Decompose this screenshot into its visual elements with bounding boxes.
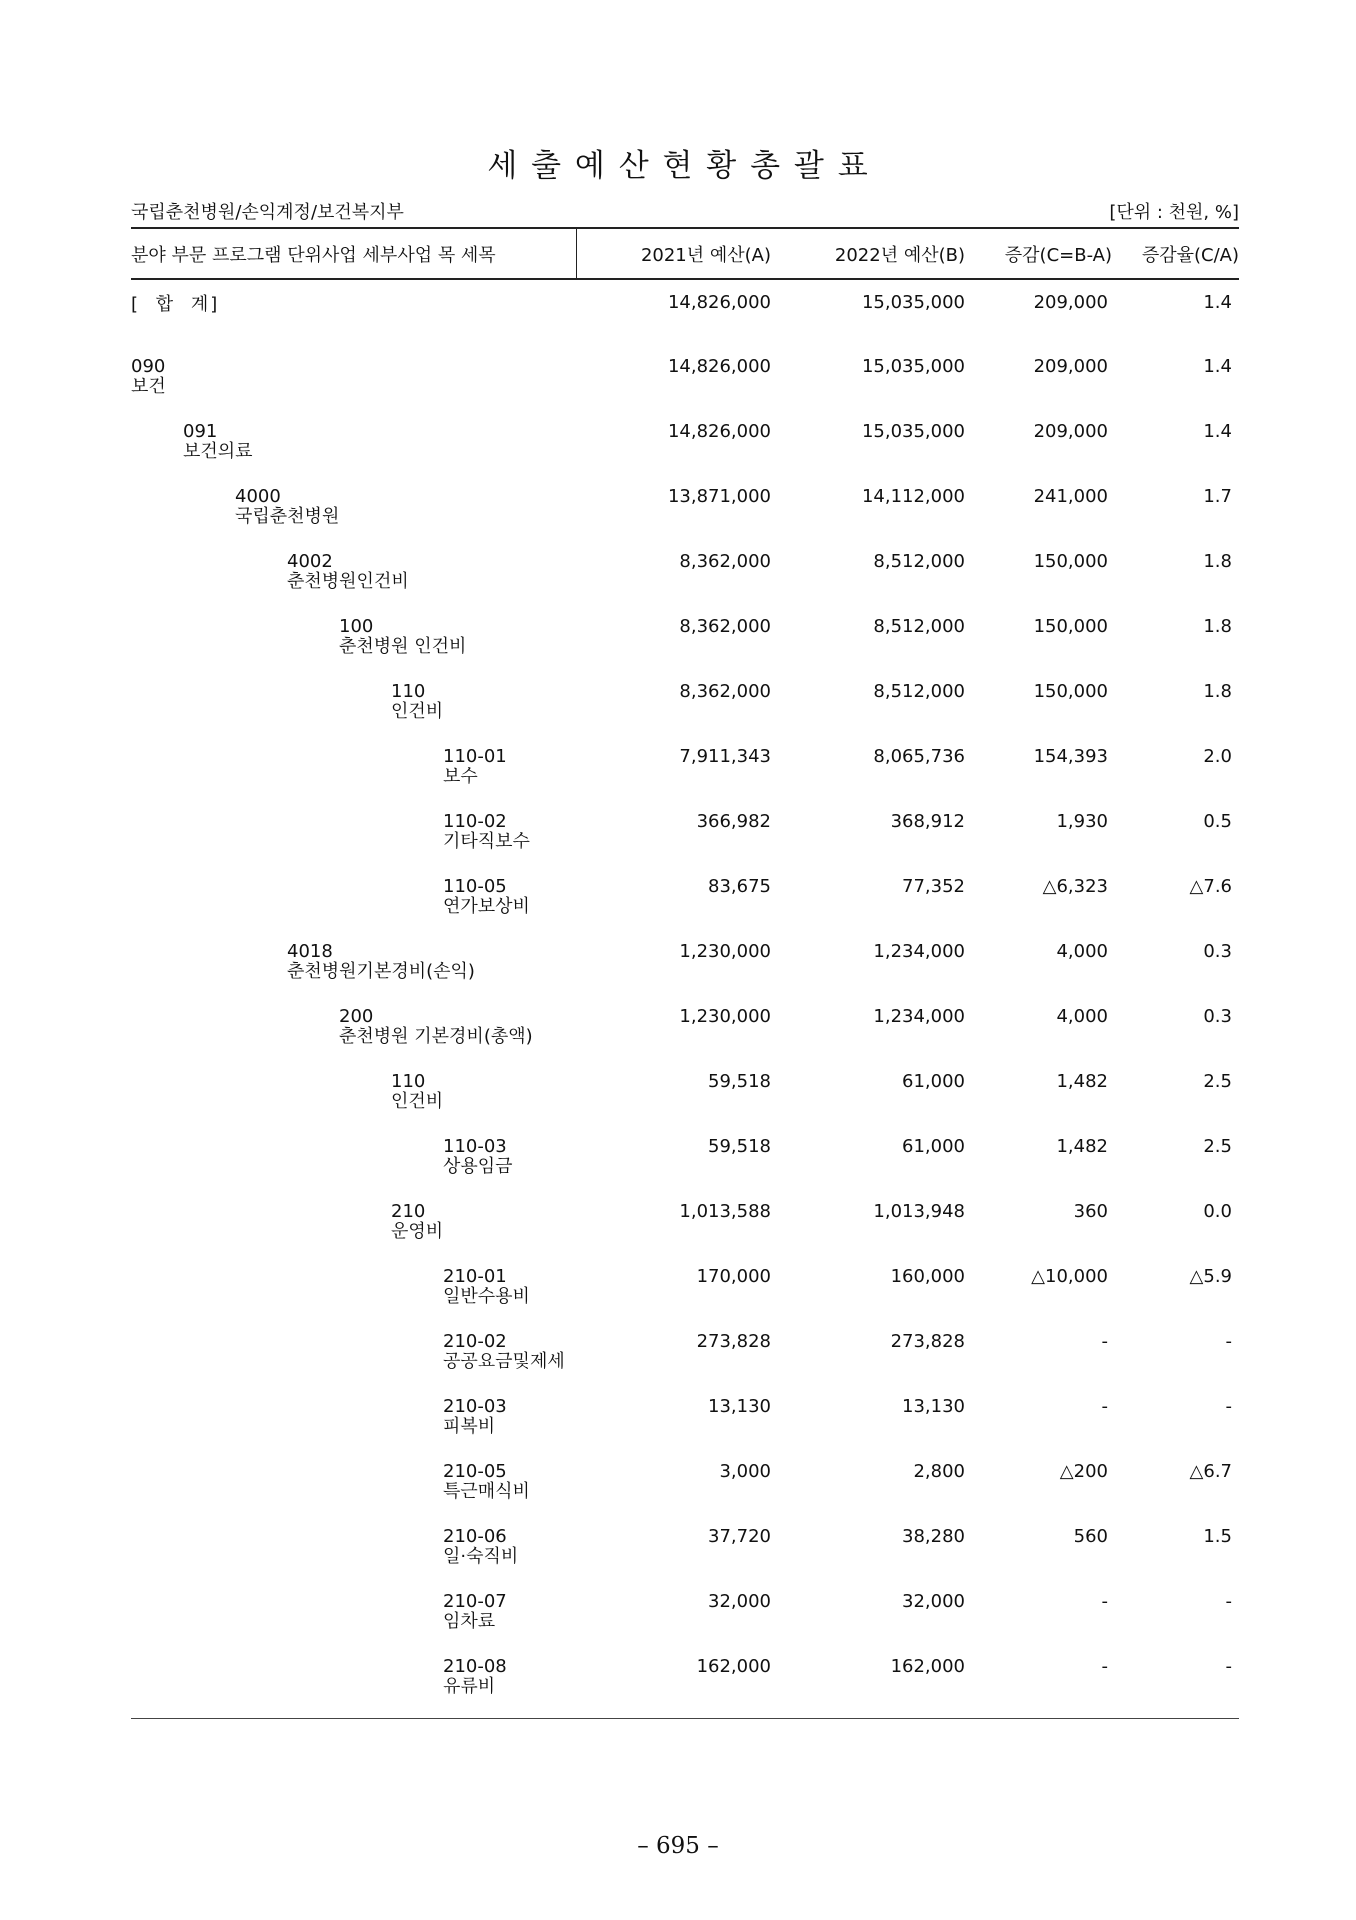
table-row <box>131 409 1239 474</box>
row-name: 공공요금및제세 <box>443 1351 565 1372</box>
column-header-change-rate: 증감율(C/A) <box>1141 245 1239 266</box>
change-cell: 4,000 <box>1056 941 1108 962</box>
change-cell: △10,000 <box>1031 1266 1108 1287</box>
budget-2022-cell: 38,280 <box>902 1526 965 1547</box>
row-name: 보건 <box>131 376 166 397</box>
header-divider <box>576 229 577 278</box>
row-code: 110-05 <box>443 876 507 897</box>
change-rate-cell: 1.4 <box>1203 356 1232 377</box>
table-header <box>131 229 1239 278</box>
change-rate-cell: 1.8 <box>1203 551 1232 572</box>
budget-2022-cell: 15,035,000 <box>861 292 965 313</box>
column-header-item: 분야 부문 프로그램 단위사업 세부사업 목 세목 <box>131 245 496 266</box>
budget-2021-cell: 8,362,000 <box>679 551 771 572</box>
row-name: 연가보상비 <box>443 896 530 917</box>
change-cell: 1,930 <box>1056 811 1108 832</box>
change-rate-cell: 2.5 <box>1203 1071 1232 1092</box>
table-row <box>131 1189 1239 1254</box>
change-cell: △200 <box>1059 1461 1108 1482</box>
table-meta <box>131 198 1239 224</box>
change-cell: 154,393 <box>1033 746 1108 767</box>
budget-2022-cell: 13,130 <box>902 1396 965 1417</box>
change-rate-cell: 1.8 <box>1203 681 1232 702</box>
budget-2022-cell: 61,000 <box>902 1071 965 1092</box>
table-row <box>131 864 1239 929</box>
table-row <box>131 474 1239 539</box>
budget-2022-cell: 77,352 <box>902 876 965 897</box>
budget-table-body <box>131 280 1239 1709</box>
row-code: 4018 <box>287 941 333 962</box>
change-cell: 209,000 <box>1033 292 1108 313</box>
row-code: 090 <box>131 356 166 377</box>
row-code: 210-02 <box>443 1331 507 1352</box>
row-code: 210-01 <box>443 1266 507 1287</box>
row-code: 110-03 <box>443 1136 507 1157</box>
change-cell: 1,482 <box>1056 1136 1108 1157</box>
budget-2022-cell: 1,013,948 <box>873 1201 965 1222</box>
row-name: 일반수용비 <box>443 1286 530 1307</box>
change-rate-cell: 0.5 <box>1203 811 1232 832</box>
change-rate-cell: - <box>1225 1396 1232 1417</box>
change-rate-cell: △6.7 <box>1189 1461 1232 1482</box>
page-number: – 695 – <box>637 1833 719 1859</box>
table-row <box>131 1644 1239 1709</box>
change-cell: - <box>1101 1396 1108 1417</box>
change-rate-cell: - <box>1225 1656 1232 1677</box>
table-row <box>131 1124 1239 1189</box>
row-name: 인건비 <box>391 1091 444 1112</box>
budget-2022-cell: 15,035,000 <box>861 356 965 377</box>
table-row <box>131 604 1239 669</box>
budget-2021-cell: 273,828 <box>696 1331 771 1352</box>
change-rate-cell: 2.5 <box>1203 1136 1232 1157</box>
change-cell: 1,482 <box>1056 1071 1108 1092</box>
row-code: 210-03 <box>443 1396 507 1417</box>
budget-2021-cell: 8,362,000 <box>679 616 771 637</box>
change-cell: 209,000 <box>1033 421 1108 442</box>
budget-2021-cell: 14,826,000 <box>667 356 771 377</box>
table-row <box>131 1254 1239 1319</box>
row-name: 보건의료 <box>183 441 253 462</box>
row-name: 유류비 <box>443 1676 496 1697</box>
row-name: 보수 <box>443 766 478 787</box>
budget-2022-cell: 8,065,736 <box>873 746 965 767</box>
change-rate-cell: 1.5 <box>1203 1526 1232 1547</box>
budget-2021-cell: 13,130 <box>708 1396 771 1417</box>
budget-2021-cell: 32,000 <box>708 1591 771 1612</box>
budget-2022-cell: 32,000 <box>902 1591 965 1612</box>
budget-2021-cell: 1,013,588 <box>679 1201 771 1222</box>
budget-2021-cell: 14,826,000 <box>667 292 771 313</box>
row-code: 110 <box>391 681 426 702</box>
change-rate-cell: - <box>1225 1331 1232 1352</box>
budget-2021-cell: 14,826,000 <box>667 421 771 442</box>
change-cell: 150,000 <box>1033 551 1108 572</box>
budget-2022-cell: 8,512,000 <box>873 551 965 572</box>
change-rate-cell: 1.7 <box>1203 486 1232 507</box>
budget-2021-cell: 366,982 <box>696 811 771 832</box>
change-cell: - <box>1101 1331 1108 1352</box>
table-row <box>131 1059 1239 1124</box>
budget-2021-cell: 7,911,343 <box>679 746 771 767</box>
budget-2022-cell: 61,000 <box>902 1136 965 1157</box>
budget-2021-cell: 1,230,000 <box>679 1006 771 1027</box>
change-rate-cell: - <box>1225 1591 1232 1612</box>
row-code: 110-02 <box>443 811 507 832</box>
change-cell: 150,000 <box>1033 681 1108 702</box>
row-name: 일·숙직비 <box>443 1546 519 1567</box>
change-cell: - <box>1101 1591 1108 1612</box>
unit-label: [단위 : 천원, %] <box>1109 202 1239 223</box>
table-row <box>131 994 1239 1059</box>
table-row <box>131 799 1239 864</box>
budget-2021-cell: 83,675 <box>708 876 771 897</box>
row-name: 국립춘천병원 <box>235 506 340 527</box>
table-row <box>131 1514 1239 1579</box>
budget-2021-cell: 162,000 <box>696 1656 771 1677</box>
budget-2022-cell: 273,828 <box>890 1331 965 1352</box>
budget-2021-cell: 59,518 <box>708 1136 771 1157</box>
table-row <box>131 280 1239 344</box>
table-bottom-rule <box>131 1718 1239 1719</box>
change-rate-cell: 2.0 <box>1203 746 1232 767</box>
row-code: 110 <box>391 1071 426 1092</box>
row-code: 210-07 <box>443 1591 507 1612</box>
row-code: [ 합 계] <box>131 294 220 315</box>
table-row <box>131 1384 1239 1449</box>
row-code: 210 <box>391 1201 426 1222</box>
page-title: 세 출 예 산 현 황 총 괄 표 <box>487 148 869 184</box>
table-row <box>131 539 1239 604</box>
table-row <box>131 344 1239 409</box>
row-name: 상용임금 <box>443 1156 513 1177</box>
change-cell: 241,000 <box>1033 486 1108 507</box>
row-name: 특근매식비 <box>443 1481 530 1502</box>
row-name: 춘천병원기본경비(손익) <box>287 961 475 982</box>
budget-2022-cell: 8,512,000 <box>873 616 965 637</box>
change-rate-cell: 0.3 <box>1203 1006 1232 1027</box>
change-rate-cell: 1.8 <box>1203 616 1232 637</box>
row-code: 210-06 <box>443 1526 507 1547</box>
column-header-budget-2021: 2021년 예산(A) <box>640 245 771 266</box>
budget-2022-cell: 368,912 <box>890 811 965 832</box>
change-rate-cell: 1.4 <box>1203 292 1232 313</box>
table-row <box>131 734 1239 799</box>
change-rate-cell: △5.9 <box>1189 1266 1232 1287</box>
row-name: 인건비 <box>391 701 444 722</box>
row-name: 춘천병원 인건비 <box>339 636 467 657</box>
row-name: 춘천병원인건비 <box>287 571 409 592</box>
budget-2021-cell: 3,000 <box>719 1461 771 1482</box>
budget-2021-cell: 59,518 <box>708 1071 771 1092</box>
row-name: 임차료 <box>443 1611 496 1632</box>
table-row <box>131 669 1239 734</box>
row-code: 100 <box>339 616 374 637</box>
budget-2021-cell: 8,362,000 <box>679 681 771 702</box>
budget-2022-cell: 1,234,000 <box>873 941 965 962</box>
budget-2021-cell: 13,871,000 <box>667 486 771 507</box>
table-row <box>131 1319 1239 1384</box>
budget-2022-cell: 160,000 <box>890 1266 965 1287</box>
org-label: 국립춘천병원/손익계정/보건복지부 <box>131 202 404 223</box>
change-cell: - <box>1101 1656 1108 1677</box>
budget-2022-cell: 8,512,000 <box>873 681 965 702</box>
row-code: 091 <box>183 421 218 442</box>
budget-2022-cell: 162,000 <box>890 1656 965 1677</box>
budget-2021-cell: 37,720 <box>708 1526 771 1547</box>
change-rate-cell: 0.0 <box>1203 1201 1232 1222</box>
row-code: 210-05 <box>443 1461 507 1482</box>
budget-2021-cell: 170,000 <box>696 1266 771 1287</box>
budget-2022-cell: 14,112,000 <box>861 486 965 507</box>
row-name: 춘천병원 기본경비(총액) <box>339 1026 533 1047</box>
row-code: 4000 <box>235 486 281 507</box>
budget-2022-cell: 2,800 <box>913 1461 965 1482</box>
row-code: 4002 <box>287 551 333 572</box>
change-cell: △6,323 <box>1042 876 1108 897</box>
change-cell: 4,000 <box>1056 1006 1108 1027</box>
change-cell: 560 <box>1073 1526 1108 1547</box>
change-rate-cell: △7.6 <box>1189 876 1232 897</box>
column-header-change: 증감(C=B-A) <box>1004 245 1112 266</box>
table-row <box>131 1579 1239 1644</box>
table-row <box>131 1449 1239 1514</box>
change-rate-cell: 0.3 <box>1203 941 1232 962</box>
row-name: 운영비 <box>391 1221 444 1242</box>
change-cell: 150,000 <box>1033 616 1108 637</box>
row-name: 기타직보수 <box>443 831 530 852</box>
row-name: 피복비 <box>443 1416 496 1437</box>
change-cell: 360 <box>1073 1201 1108 1222</box>
column-header-budget-2022: 2022년 예산(B) <box>834 245 965 266</box>
table-row <box>131 929 1239 994</box>
budget-2021-cell: 1,230,000 <box>679 941 771 962</box>
change-cell: 209,000 <box>1033 356 1108 377</box>
change-rate-cell: 1.4 <box>1203 421 1232 442</box>
budget-2022-cell: 1,234,000 <box>873 1006 965 1027</box>
row-code: 200 <box>339 1006 374 1027</box>
budget-2022-cell: 15,035,000 <box>861 421 965 442</box>
row-code: 110-01 <box>443 746 507 767</box>
row-code: 210-08 <box>443 1656 507 1677</box>
